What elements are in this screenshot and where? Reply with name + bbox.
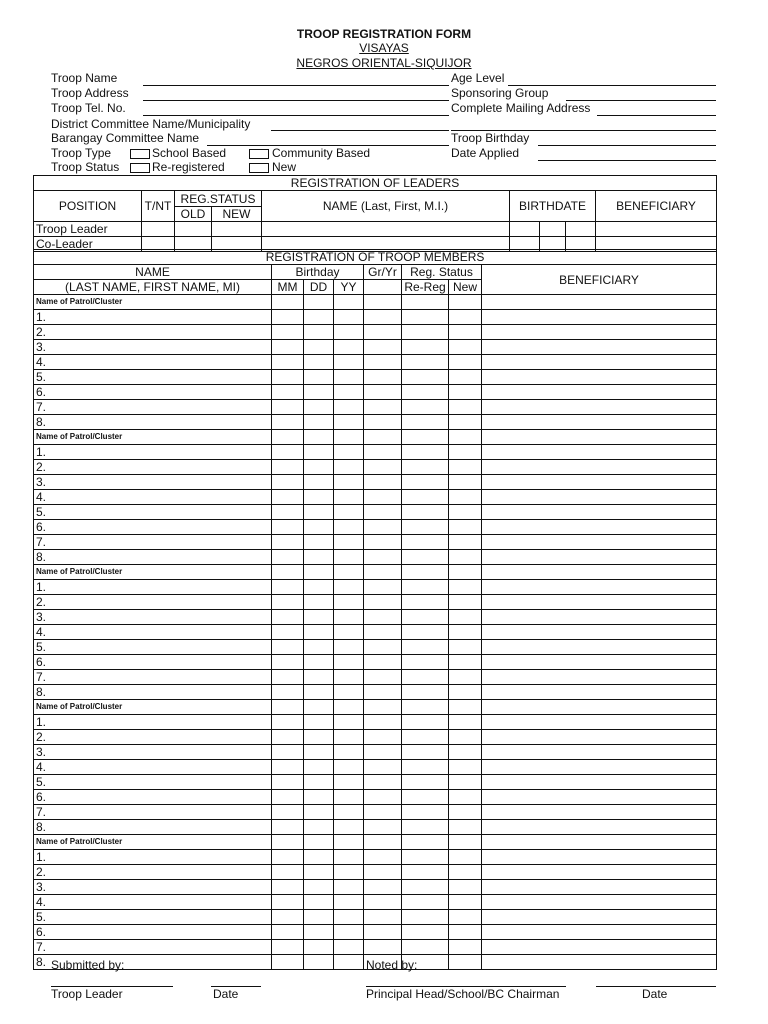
- member-row: [34, 310, 717, 325]
- community-based-checkbox[interactable]: [249, 149, 269, 159]
- leaders-heading: REGISTRATION OF LEADERS: [34, 176, 717, 191]
- member-row: [34, 505, 717, 520]
- col-member-name: NAME: [34, 265, 272, 280]
- member-row: [34, 805, 717, 820]
- principal-label: Principal Head/School/BC Chairman: [366, 987, 560, 1001]
- school-based-label: School Based: [152, 146, 227, 160]
- troop-status-label: Troop Status: [51, 160, 120, 174]
- patrol-row: [34, 835, 717, 850]
- col-leader-name: NAME (Last, First, M.I.): [262, 191, 510, 222]
- member-number[interactable]: 8.: [34, 820, 272, 835]
- member-row: [34, 580, 717, 595]
- member-number[interactable]: 2.: [34, 865, 272, 880]
- patrol-name-label[interactable]: Name of Patrol/Cluster: [34, 700, 272, 715]
- troop-tel-field[interactable]: [143, 115, 449, 116]
- member-row: [34, 370, 717, 385]
- member-number[interactable]: 3.: [34, 475, 272, 490]
- col-beneficiary: BENEFICIARY: [596, 191, 717, 222]
- noted-by-label: Noted by:: [366, 958, 418, 972]
- member-number[interactable]: 7.: [34, 670, 272, 685]
- col-gryr: Gr/Yr: [364, 265, 402, 280]
- member-row: [34, 475, 717, 490]
- date1-label: Date: [213, 987, 239, 1001]
- mailing-address-field[interactable]: [597, 115, 716, 116]
- member-number[interactable]: 4.: [34, 760, 272, 775]
- new-checkbox[interactable]: [249, 163, 269, 173]
- barangay-committee-label: Barangay Committee Name: [51, 131, 200, 145]
- member-row: [34, 655, 717, 670]
- member-number[interactable]: 8.: [34, 955, 272, 970]
- member-number[interactable]: 2.: [34, 325, 272, 340]
- member-row: [34, 895, 717, 910]
- date2-label: Date: [642, 987, 668, 1001]
- col-old: OLD: [175, 207, 212, 222]
- member-number[interactable]: 8.: [34, 685, 272, 700]
- patrol-name-label[interactable]: Name of Patrol/Cluster: [34, 835, 272, 850]
- patrol-row: [34, 295, 717, 310]
- form-region: VISAYAS: [359, 41, 409, 55]
- leader-position: Troop Leader: [34, 222, 142, 237]
- date-applied-label: Date Applied: [451, 146, 520, 160]
- member-row: [34, 325, 717, 340]
- troop-type-label: Troop Type: [51, 146, 112, 160]
- form-title: TROOP REGISTRATION FORM: [296, 27, 472, 41]
- member-row: [34, 595, 717, 610]
- patrol-row: [34, 565, 717, 580]
- leader-position: Co-Leader: [34, 237, 142, 252]
- member-number[interactable]: 1.: [34, 850, 272, 865]
- member-row: [34, 460, 717, 475]
- col-member-new: New: [449, 280, 482, 295]
- district-committee-label: District Committee Name/Municipality: [51, 117, 251, 131]
- patrol-name-label[interactable]: Name of Patrol/Cluster: [34, 565, 272, 580]
- member-number[interactable]: 7.: [34, 535, 272, 550]
- member-number[interactable]: 3.: [34, 745, 272, 760]
- new-label: New: [272, 160, 297, 174]
- age-level-label: Age Level: [451, 71, 505, 85]
- member-number[interactable]: 7.: [34, 400, 272, 415]
- member-number[interactable]: 5.: [34, 640, 272, 655]
- member-number[interactable]: 8.: [34, 550, 272, 565]
- member-number[interactable]: 6.: [34, 655, 272, 670]
- member-number[interactable]: 3.: [34, 340, 272, 355]
- member-row: [34, 745, 717, 760]
- patrol-name-label[interactable]: Name of Patrol/Cluster: [34, 430, 272, 445]
- member-number[interactable]: 6.: [34, 385, 272, 400]
- member-row: [34, 415, 717, 430]
- col-dd: DD: [304, 280, 334, 295]
- member-number[interactable]: 1.: [34, 715, 272, 730]
- members-table: [33, 249, 717, 970]
- col-birthdate: BIRTHDATE: [510, 191, 596, 222]
- troop-name-field[interactable]: [143, 85, 449, 86]
- member-number[interactable]: 6.: [34, 520, 272, 535]
- col-tnt: T/NT: [142, 191, 175, 222]
- mailing-address-label: Complete Mailing Address: [451, 101, 591, 115]
- member-row: [34, 760, 717, 775]
- member-row: [34, 340, 717, 355]
- member-row: [34, 910, 717, 925]
- member-row: [34, 550, 717, 565]
- member-row: [34, 685, 717, 700]
- member-number[interactable]: 5.: [34, 505, 272, 520]
- member-number[interactable]: 4.: [34, 895, 272, 910]
- submitted-by-label: Submitted by:: [51, 958, 125, 972]
- member-number[interactable]: 4.: [34, 355, 272, 370]
- member-number[interactable]: 4.: [34, 625, 272, 640]
- member-row: [34, 520, 717, 535]
- member-number[interactable]: 7.: [34, 805, 272, 820]
- member-number[interactable]: 1.: [34, 445, 272, 460]
- troop-birthday-label: Troop Birthday: [451, 131, 530, 145]
- member-row: [34, 940, 717, 955]
- col-position: POSITION: [34, 191, 142, 222]
- member-row: [34, 790, 717, 805]
- members-heading: REGISTRATION OF TROOP MEMBERS: [34, 250, 717, 265]
- member-row: [34, 355, 717, 370]
- member-row: [34, 640, 717, 655]
- member-row: [34, 925, 717, 940]
- col-birthday: Birthday: [272, 265, 364, 280]
- member-row: [34, 385, 717, 400]
- member-row: [34, 445, 717, 460]
- col-mm: MM: [272, 280, 304, 295]
- date-applied-field[interactable]: [538, 160, 716, 161]
- member-row: [34, 880, 717, 895]
- member-number[interactable]: 7.: [34, 940, 272, 955]
- troop-birthday-field[interactable]: [538, 145, 716, 146]
- member-number[interactable]: 1.: [34, 310, 272, 325]
- form-council: NEGROS ORIENTAL-SIQUIJOR: [296, 56, 472, 70]
- member-row: [34, 730, 717, 745]
- patrol-row: [34, 430, 717, 445]
- member-number[interactable]: 6.: [34, 925, 272, 940]
- troop-address-label: Troop Address: [51, 86, 129, 100]
- col-member-beneficiary: BENEFICIARY: [482, 265, 717, 295]
- member-row: [34, 535, 717, 550]
- troop-name-label: Troop Name: [51, 71, 118, 85]
- troop-address-field[interactable]: [143, 100, 449, 101]
- sponsoring-group-label: Sponsoring Group: [451, 86, 549, 100]
- member-row: [34, 670, 717, 685]
- member-number[interactable]: 2.: [34, 730, 272, 745]
- member-number[interactable]: 6.: [34, 790, 272, 805]
- col-yy: YY: [334, 280, 364, 295]
- member-row: [34, 865, 717, 880]
- re-registered-label: Re-registered: [152, 160, 225, 174]
- school-based-checkbox[interactable]: [130, 149, 150, 159]
- member-row: [34, 715, 717, 730]
- member-row: [34, 490, 717, 505]
- col-member-reg-status: Reg. Status: [402, 265, 482, 280]
- member-number[interactable]: 4.: [34, 490, 272, 505]
- member-row: [34, 820, 717, 835]
- member-number[interactable]: 5.: [34, 370, 272, 385]
- patrol-row: [34, 700, 717, 715]
- re-registered-checkbox[interactable]: [130, 163, 150, 173]
- leader-row: [34, 222, 717, 237]
- member-number[interactable]: 1.: [34, 580, 272, 595]
- troop-leader-label: Troop Leader: [51, 987, 123, 1001]
- leaders-table: [33, 175, 717, 252]
- col-new: NEW: [212, 207, 262, 222]
- member-number[interactable]: 5.: [34, 910, 272, 925]
- member-number[interactable]: 3.: [34, 880, 272, 895]
- col-rereg: Re-Reg: [402, 280, 449, 295]
- troop-tel-label: Troop Tel. No.: [51, 101, 126, 115]
- member-number[interactable]: 2.: [34, 595, 272, 610]
- member-number[interactable]: 5.: [34, 775, 272, 790]
- district-committee-field[interactable]: [271, 130, 449, 131]
- member-row: [34, 775, 717, 790]
- col-reg-status: REG.STATUS: [175, 191, 262, 207]
- member-number[interactable]: 3.: [34, 610, 272, 625]
- community-based-label: Community Based: [272, 146, 371, 160]
- member-number[interactable]: 8.: [34, 415, 272, 430]
- col-member-name-sub: (LAST NAME, FIRST NAME, MI): [34, 280, 272, 295]
- member-row: [34, 625, 717, 640]
- member-number[interactable]: 2.: [34, 460, 272, 475]
- patrol-name-label[interactable]: Name of Patrol/Cluster: [34, 295, 272, 310]
- member-row: [34, 610, 717, 625]
- member-row: [34, 400, 717, 415]
- member-row: [34, 850, 717, 865]
